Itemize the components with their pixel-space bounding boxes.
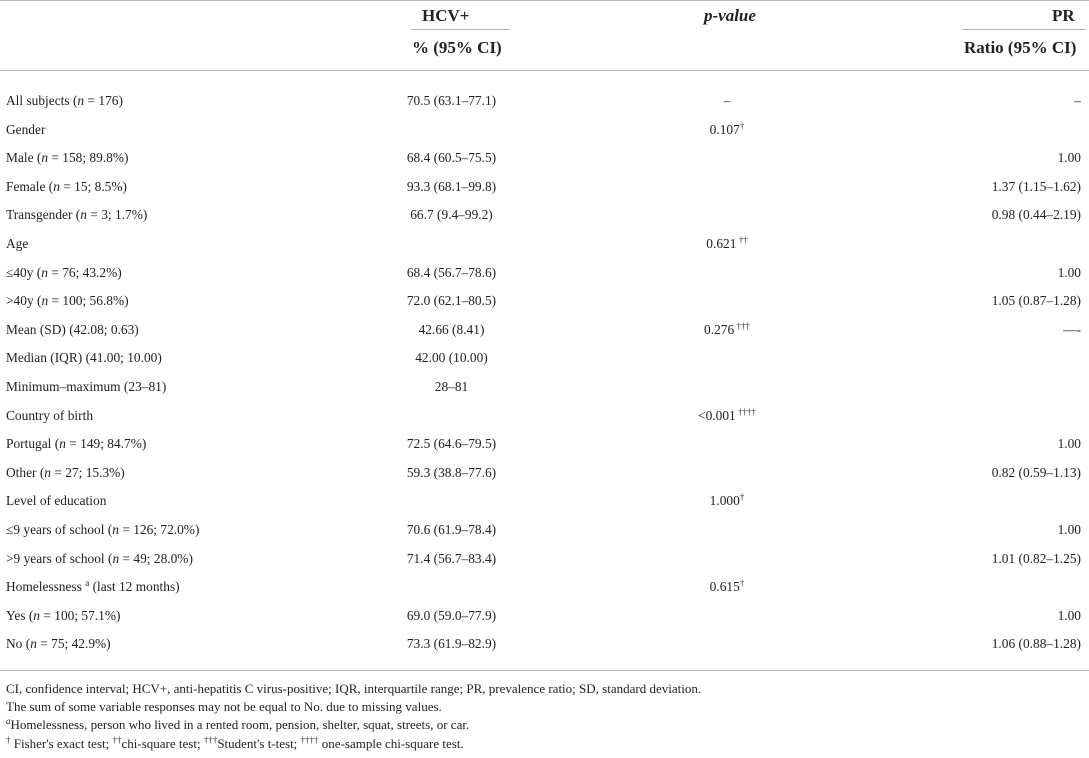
row-label-prefix: Homelessness	[6, 579, 86, 594]
row-pvalue-test-mark: ††	[736, 235, 748, 245]
row-label-suffix: = 27; 15.3%)	[51, 465, 125, 480]
row-pvalue-number: 0.276	[704, 322, 735, 337]
row-label-prefix: Female (	[6, 179, 54, 194]
col-pr-header: PR	[1052, 6, 1075, 25]
row-label-suffix: = 100; 57.1%)	[40, 608, 121, 623]
row-label-prefix: ≤40y (	[6, 265, 42, 280]
row-pr-value: 1.37 (1.15–1.62)	[991, 179, 1081, 194]
row-pr-value: 1.06 (0.88–1.28)	[991, 636, 1081, 651]
row-hcv-value: 68.4 (56.7–78.6)	[406, 265, 497, 280]
row-label	[6, 636, 111, 652]
row-pr-value: 1.05 (0.87–1.28)	[991, 293, 1081, 308]
row-label	[6, 551, 193, 567]
row-pvalue-number: 1.000	[709, 493, 740, 508]
row-label-prefix: Male (	[6, 150, 42, 165]
row-label-prefix: >40y (	[6, 293, 42, 308]
col-hcv-header-rule	[411, 29, 510, 30]
row-label	[6, 465, 125, 481]
row-pvalue-test-mark: †††	[734, 321, 750, 331]
row-label	[6, 608, 120, 624]
row-hcv-value: 70.6 (61.9–78.4)	[406, 522, 497, 537]
row-pvalue-test-mark: ††††	[735, 407, 756, 417]
row-label-suffix: = 15; 8.5%)	[59, 179, 127, 194]
row-label-n: n	[44, 465, 51, 480]
row-pvalue	[684, 579, 770, 595]
row-pr-value: 1.00	[1057, 436, 1081, 451]
col-pr-subheader: Ratio (95% CI)	[964, 38, 1077, 57]
row-label: Country of birth	[6, 408, 94, 423]
row-pr-value: –	[1074, 93, 1081, 108]
row-hcv-value: 68.4 (60.5–75.5)	[406, 150, 497, 165]
row-pvalue-number: 0.107	[709, 122, 740, 137]
row-pr-value: 0.82 (0.59–1.13)	[991, 465, 1081, 480]
row-pvalue	[684, 93, 770, 109]
row-label-prefix: Portugal (	[6, 436, 60, 451]
row-label	[6, 93, 123, 109]
row-label-n: n	[30, 636, 37, 651]
row-label	[6, 293, 129, 309]
row-label-suffix: = 126; 72.0%)	[118, 522, 200, 537]
row-hcv-value: 66.7 (9.4–99.2)	[410, 207, 493, 222]
row-hcv-value: 42.00 (10.00)	[415, 350, 488, 365]
row-label	[6, 207, 147, 223]
row-pr-value: 1.00	[1057, 265, 1081, 280]
row-label-n: n	[41, 150, 49, 165]
table-top-rule	[0, 0, 1089, 1]
row-label-n: n	[59, 436, 66, 451]
row-hcv-value: 69.0 (59.0–77.9)	[406, 608, 497, 623]
row-label-prefix: >9 years of school (	[6, 551, 113, 566]
footnote-homelessness: $^a$Homelessness, person who lived in a rented room, pension, shelter, squat, streets, or car.	[6, 716, 470, 732]
row-label-suffix: = 3; 1.7%)	[86, 207, 148, 222]
row-label: Minimum–maximum (23–81)	[6, 379, 167, 394]
row-pr-value: 1.00	[1057, 608, 1081, 623]
row-label	[6, 150, 128, 166]
row-pvalue-number: <0.001	[698, 408, 736, 423]
row-label-n: n	[41, 265, 48, 280]
row-label-footnote-mark: a	[85, 578, 90, 588]
row-label-suffix: = 49; 28.0%)	[119, 551, 193, 566]
footnote-tests: † Fisher's exact test; ††chi-square test; †††Student's t-test; †††† one-sample chi-square test.	[6, 735, 464, 751]
row-hcv-value: 73.3 (61.9–82.9)	[406, 636, 497, 651]
row-pr-value: 1.01 (0.82–1.25)	[991, 551, 1081, 566]
col-hcv-header: HCV+	[422, 6, 470, 25]
row-pvalue-number: –	[723, 93, 731, 108]
row-label-suffix: = 149; 84.7%)	[65, 436, 147, 451]
row-label-suffix: = 75; 42.9%)	[36, 636, 111, 651]
row-label-suffix: = 158; 89.8%)	[48, 150, 129, 165]
row-hcv-value: 72.0 (62.1–80.5)	[406, 293, 497, 308]
row-pvalue	[684, 493, 770, 509]
footnote-missing-values: The sum of some variable responses may not be equal to No. due to missing values.	[6, 699, 442, 714]
table-header-rule	[0, 70, 1089, 71]
row-label-prefix: All subjects (	[6, 93, 78, 108]
row-label-n: n	[41, 293, 49, 308]
row-pr-value: 1.00	[1057, 150, 1081, 165]
row-hcv-value: 93.3 (68.1–99.8)	[406, 179, 497, 194]
row-pr-value: 0.98 (0.44–2.19)	[991, 207, 1081, 222]
row-label-n: n	[77, 93, 85, 108]
row-pr-value: —-	[1063, 322, 1081, 337]
row-label	[6, 522, 199, 538]
row-hcv-value: 59.3 (38.8–77.6)	[406, 465, 497, 480]
row-label: Age	[6, 236, 29, 251]
row-label-suffix: = 100; 56.8%)	[48, 293, 129, 308]
row-pvalue	[684, 408, 770, 424]
row-hcv-value: 72.5 (64.6–79.5)	[406, 436, 497, 451]
row-label: Level of education	[6, 493, 107, 508]
row-label	[6, 265, 122, 281]
row-label-prefix: Yes (	[6, 608, 34, 623]
row-hcv-value: 42.66 (8.41)	[418, 322, 485, 337]
row-label-prefix: No (	[6, 636, 31, 651]
row-label	[6, 179, 127, 195]
row-pr-value: 1.00	[1057, 522, 1081, 537]
col-pvalue-header: p-value	[704, 6, 756, 25]
row-pvalue-test-mark: †	[739, 492, 745, 502]
row-label: Gender	[6, 122, 46, 137]
row-label-prefix: Transgender (	[6, 207, 81, 222]
row-label-suffix: (last 12 months)	[89, 579, 180, 594]
row-label: Mean (SD) (42.08; 0.63)	[6, 322, 139, 337]
row-hcv-value: 71.4 (56.7–83.4)	[406, 551, 497, 566]
row-pvalue-test-mark: †	[739, 121, 745, 131]
row-label-n: n	[53, 179, 60, 194]
col-pr-header-rule	[962, 29, 1086, 30]
footnote-abbreviations: CI, confidence interval; HCV+, anti-hepatitis C virus-positive; IQR, interquartile range; PR, prevalence ratio; SD, standard deviation.	[6, 681, 702, 696]
col-hcv-subheader: % (95% CI)	[412, 38, 502, 57]
row-label-n: n	[112, 551, 120, 566]
row-label-suffix: = 176)	[84, 93, 123, 108]
row-label-n: n	[112, 522, 119, 537]
row-hcv-value: 70.5 (63.1–77.1)	[406, 93, 497, 108]
row-label-prefix: ≤9 years of school (	[6, 522, 113, 537]
row-label: Median (IQR) (41.00; 10.00)	[6, 350, 162, 365]
row-pvalue-number: 0.621	[706, 236, 737, 251]
row-label-suffix: = 76; 43.2%)	[47, 265, 122, 280]
row-label-n: n	[33, 608, 40, 623]
row-pvalue	[684, 322, 770, 338]
row-pvalue	[684, 236, 770, 252]
row-label-prefix: Other (	[6, 465, 45, 480]
table-bottom-rule	[0, 670, 1089, 671]
row-label-n: n	[80, 207, 87, 222]
row-pvalue	[684, 122, 770, 138]
row-label	[6, 579, 180, 595]
row-hcv-value: 28–81	[434, 379, 469, 394]
row-pvalue-test-mark: †	[739, 578, 745, 588]
row-label	[6, 436, 146, 452]
row-pvalue-number: 0.615	[709, 579, 740, 594]
